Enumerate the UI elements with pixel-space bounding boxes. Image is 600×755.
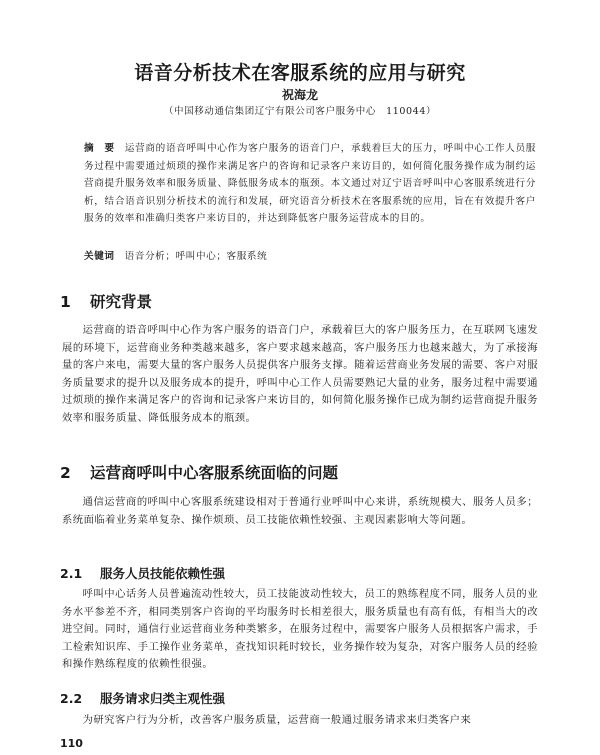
page-number: 110 — [60, 737, 83, 750]
keywords-text: 语音分析；呼叫中心；客服系统 — [124, 251, 268, 262]
section-title: 研究背景 — [90, 293, 153, 311]
abstract-text: 运营商的语音呼叫中心作为客户服务的语音门户，承载着巨大的压力，呼叫中心工作人员服务过程中需要通过烦琐的操作来满足客户的咨询和记录客户来访目的，如何简化服务操作成为制约运营商提升服务效率和服务质量、降低服务成本的瓶颈。本文通过对辽宁语音呼叫中心客服系统进行分析，结合语音识别分析技术的流行和发展，研究语音分析技术在客服系统的应用，旨在有效提升客户服务的效率和准确归类客户来访目的，并达到降低客户服务运营成本的目的。 — [84, 143, 536, 225]
subsection-number: 2.2 — [60, 691, 83, 706]
author-affiliation: （中国移动通信集团辽宁有限公司客户服务中心 110044） — [163, 106, 437, 117]
keywords — [84, 248, 536, 265]
abstract — [84, 140, 536, 228]
subsection-2-2-paragraph: 为研究客户行为分析，改善客户服务质量，运营商一般通过服务请求来归类客户来 — [82, 714, 472, 726]
section-number: 2 — [60, 464, 71, 482]
subsection-number: 2.1 — [60, 566, 83, 581]
author-name: 祝海龙 — [281, 88, 318, 102]
section-1-paragraph: 运营商的语音呼叫中心作为客户服务的语音门户，承载着巨大的客户服务压力，在互联网飞速发展的环境下，运营商业务种类越来越多，客户要求越来越高，客户服务压力也越来越大，为了承接海量的客户来电，需要大量的客户服务人员提供客户服务支撑。随着运营商业务发展的需要、客户对服务质量要求的提升以及服务成本的提升，呼叫中心工作人员需要熟记大量的业务，服务过程中需要通过烦琐的操作来满足客户的咨询和记录客户来访目的，如何简化服务操作已成为制约运营商提升服务效率和服务质量、降低服务成本的瓶颈。 — [62, 324, 538, 424]
subsection-title: 服务人员技能依赖性强 — [100, 566, 226, 581]
abstract-label: 摘 要 — [84, 143, 115, 154]
subsection-title: 服务请求归类主观性强 — [100, 691, 226, 706]
subsection-2-1-paragraph: 呼叫中心话务人员普遍流动性较大，员工技能波动性较大，员工的熟练程度不同，服务人员的业务水平参差不齐，相同类别客户咨询的平均服务时长相差很大，服务质量也有高有低，有相当大的改进空间。同时，通信行业运营商业务种类繁多，在服务过程中，需要客户服务人员根据客户需求，手工检索知识库、手工操作业务菜单，查找知识耗时较长，业务操作较为复杂，对客户服务人员的经验和操作熟练程度的依赖性很强。 — [62, 588, 538, 671]
paper-title: 语音分析技术在客服系统的应用与研究 — [134, 62, 466, 84]
section-2-paragraph: 通信运营商的呼叫中心客服系统建设相对于普通行业呼叫中心来讲，系统规模大、服务人员多；系统面临着业务菜单复杂、操作烦琐、员工技能依赖性较强、主观因素影响大等问题。 — [62, 496, 538, 526]
subsection-heading-2-2 — [60, 689, 225, 707]
keywords-label: 关键词 — [84, 251, 115, 262]
section-heading-2 — [60, 461, 338, 483]
section-number: 1 — [60, 293, 71, 311]
subsection-heading-2-1 — [60, 564, 225, 582]
section-heading-1 — [60, 290, 152, 312]
section-title: 运营商呼叫中心客服系统面临的问题 — [90, 464, 339, 482]
